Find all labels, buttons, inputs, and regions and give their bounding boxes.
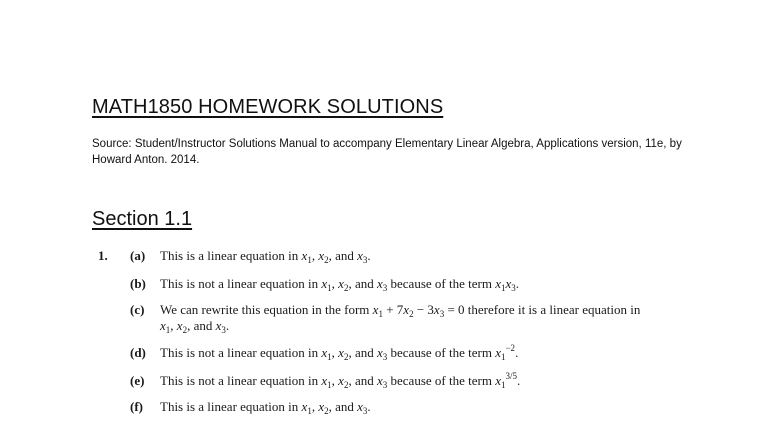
document-title: MATH1850 HOMEWORK SOLUTIONS	[92, 96, 444, 118]
part-text: This is a linear equation in $x_1$, $x_2$, and $x_3$.	[160, 399, 371, 416]
part-text: We can rewrite this equation in the form $x_1 + 7x_2 - 3x_3 = 0$ therefore it is a linear equation in	[160, 302, 641, 319]
part-label: (f)	[130, 399, 143, 414]
source-citation: Source: Student/Instructor Solutions Manual to accompany Elementary Linear Algebra, Applications version, 11e, by Howard Anton. 2014.	[92, 138, 682, 166]
part-label: (a)	[130, 248, 146, 263]
part-f	[130, 399, 710, 415]
part-text-continued: $x_1$, $x_2$, and $x_3$.	[160, 318, 230, 335]
part-a	[130, 248, 710, 264]
part-label: (c)	[130, 302, 145, 317]
section-heading: Section 1.1	[92, 208, 193, 230]
part-c	[130, 302, 710, 334]
part-d	[130, 345, 710, 361]
part-label: (e)	[130, 373, 145, 388]
part-text: This is a linear equation in $x_1$, $x_2$, and $x_3$.	[160, 248, 371, 265]
part-text: This is not a linear equation in $x_1$, $x_2$, and $x_3$ because of the term $x_1x_3$.	[160, 276, 520, 293]
part-text: This is not a linear equation in $x_1$, $x_2$, and $x_3$ because of the term $x_1^{-2}$.	[160, 343, 519, 362]
part-label: (b)	[130, 276, 146, 291]
part-label: (d)	[130, 345, 146, 360]
part-text: This is not a linear equation in $x_1$, $x_2$, and $x_3$ because of the term $x_1^{3/5}$.	[160, 371, 521, 390]
part-b	[130, 276, 710, 292]
part-e	[130, 373, 710, 389]
problem-number: 1.	[98, 248, 108, 263]
